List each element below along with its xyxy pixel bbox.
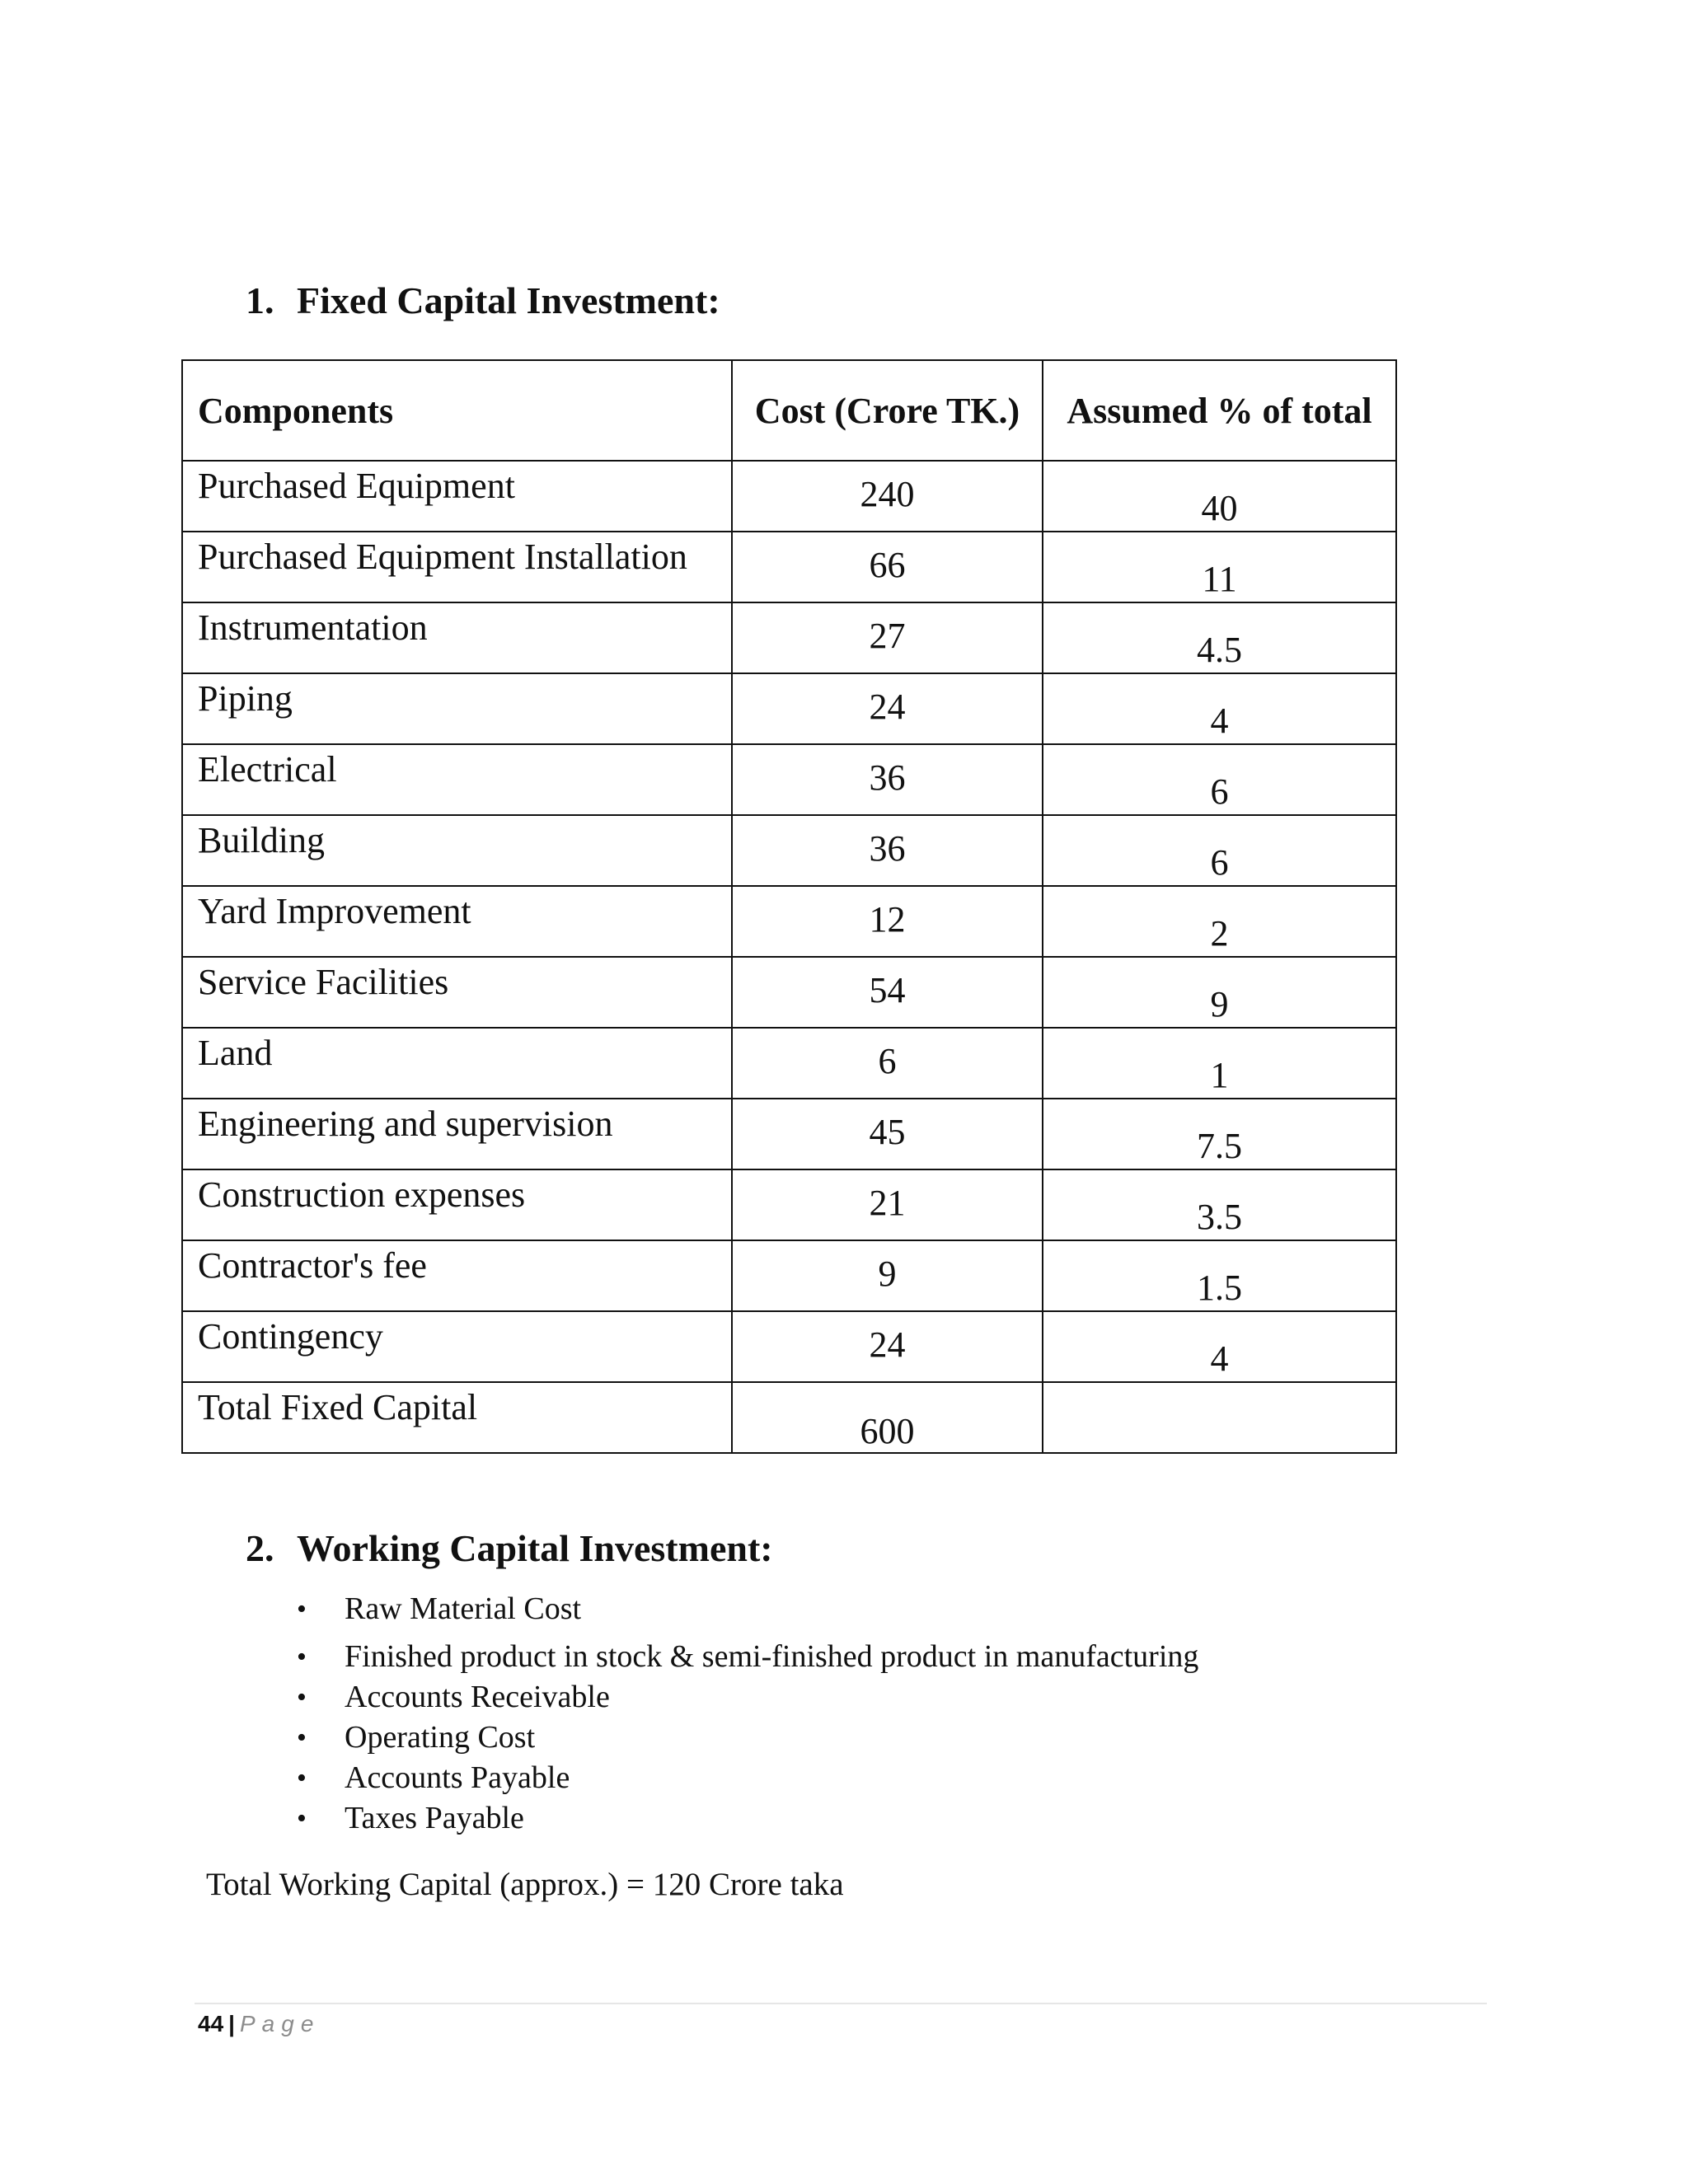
- table-row: [182, 815, 1396, 886]
- cell-component: Purchased Equipment Installation: [182, 532, 732, 602]
- table-row: [182, 1169, 1396, 1240]
- cell-component: Instrumentation: [182, 602, 732, 673]
- cell-cost: 36: [732, 815, 1043, 886]
- list-item-text: Finished product in stock & semi-finished product in manufacturing: [345, 1639, 1199, 1674]
- list-item-text: Raw Material Cost: [345, 1591, 582, 1626]
- page-footer: [198, 2008, 320, 2040]
- cell-percent: 6: [1043, 744, 1396, 815]
- cell-percent: 4: [1043, 673, 1396, 744]
- fixed-capital-table: [181, 359, 1397, 1454]
- list-item: [297, 1758, 1198, 1798]
- section-heading-fixed-capital: [246, 279, 720, 321]
- cell-cost: 240: [732, 461, 1043, 532]
- cell-cost: 9: [732, 1240, 1043, 1311]
- cell-cost: 600: [732, 1382, 1043, 1453]
- table-row: [182, 1240, 1396, 1311]
- list-item: [297, 1637, 1198, 1677]
- cell-component: Piping: [182, 673, 732, 744]
- list-item: [297, 1589, 1198, 1629]
- bullet-icon: •: [297, 1763, 307, 1793]
- table-row: [182, 461, 1396, 532]
- bullet-icon: •: [297, 1722, 307, 1753]
- cell-cost: 66: [732, 532, 1043, 602]
- list-item-text: Taxes Payable: [345, 1801, 524, 1835]
- cell-percent: 11: [1043, 532, 1396, 602]
- cell-cost: 54: [732, 957, 1043, 1028]
- list-item: [297, 1798, 1198, 1839]
- bullet-icon: •: [297, 1682, 307, 1713]
- cell-percent: 1.5: [1043, 1240, 1396, 1311]
- table-row: [182, 673, 1396, 744]
- section-title: Fixed Capital Investment:: [297, 279, 720, 321]
- table-row: [182, 744, 1396, 815]
- cell-component: Purchased Equipment: [182, 461, 732, 532]
- list-item-text: Operating Cost: [345, 1720, 536, 1755]
- list-item: [297, 1718, 1198, 1758]
- table-row: [182, 957, 1396, 1028]
- cell-component: Service Facilities: [182, 957, 732, 1028]
- page-number: 44: [198, 2011, 224, 2036]
- cell-cost: 12: [732, 886, 1043, 957]
- list-item: [297, 1677, 1198, 1718]
- cell-cost: 6: [732, 1028, 1043, 1099]
- cell-percent: 2: [1043, 886, 1396, 957]
- cell-percent: 9: [1043, 957, 1396, 1028]
- section-title: Working Capital Investment:: [297, 1527, 773, 1569]
- bullet-icon: •: [297, 1803, 307, 1834]
- cell-cost: 21: [732, 1169, 1043, 1240]
- cell-percent: [1043, 1382, 1396, 1453]
- table-row: [182, 1028, 1396, 1099]
- column-header-cost: Cost (Crore TK.): [732, 360, 1043, 461]
- footer-separator: |: [228, 2011, 235, 2036]
- table-header-row: [182, 360, 1396, 461]
- table-row: [182, 532, 1396, 602]
- cell-cost: 36: [732, 744, 1043, 815]
- cell-component: Total Fixed Capital: [182, 1382, 732, 1453]
- table-row: [182, 1311, 1396, 1382]
- cell-cost: 24: [732, 1311, 1043, 1382]
- list-item-text: Accounts Payable: [345, 1760, 570, 1795]
- working-capital-list: [297, 1589, 1198, 1839]
- cell-component: Building: [182, 815, 732, 886]
- cell-percent: 6: [1043, 815, 1396, 886]
- column-header-components: Components: [182, 360, 732, 461]
- list-item-text: Accounts Receivable: [345, 1680, 610, 1714]
- footer-divider: [195, 2003, 1487, 2004]
- bullet-icon: •: [297, 1642, 307, 1672]
- table-row: [182, 1099, 1396, 1169]
- section-number: 1.: [246, 279, 274, 321]
- table-total-row: [182, 1382, 1396, 1453]
- table-row: [182, 602, 1396, 673]
- column-header-percent: Assumed % of total: [1043, 360, 1396, 461]
- table-row: [182, 886, 1396, 957]
- cell-component: Contractor's fee: [182, 1240, 732, 1311]
- cell-percent: 4: [1043, 1311, 1396, 1382]
- cell-cost: 45: [732, 1099, 1043, 1169]
- cell-cost: 24: [732, 673, 1043, 744]
- total-working-capital-text: Total Working Capital (approx.) = 120 Crore taka: [206, 1867, 844, 1902]
- cell-component: Land: [182, 1028, 732, 1099]
- cell-component: Construction expenses: [182, 1169, 732, 1240]
- cell-percent: 4.5: [1043, 602, 1396, 673]
- cell-component: Yard Improvement: [182, 886, 732, 957]
- cell-component: Electrical: [182, 744, 732, 815]
- cell-percent: 3.5: [1043, 1169, 1396, 1240]
- cell-percent: 40: [1043, 461, 1396, 532]
- cell-percent: 7.5: [1043, 1099, 1396, 1169]
- page-label: Page: [240, 2011, 321, 2036]
- cell-cost: 27: [732, 602, 1043, 673]
- cell-component: Contingency: [182, 1311, 732, 1382]
- cell-percent: 1: [1043, 1028, 1396, 1099]
- section-heading-working-capital: [246, 1527, 773, 1569]
- section-number: 2.: [246, 1527, 274, 1569]
- cell-component: Engineering and supervision: [182, 1099, 732, 1169]
- bullet-icon: •: [297, 1594, 307, 1624]
